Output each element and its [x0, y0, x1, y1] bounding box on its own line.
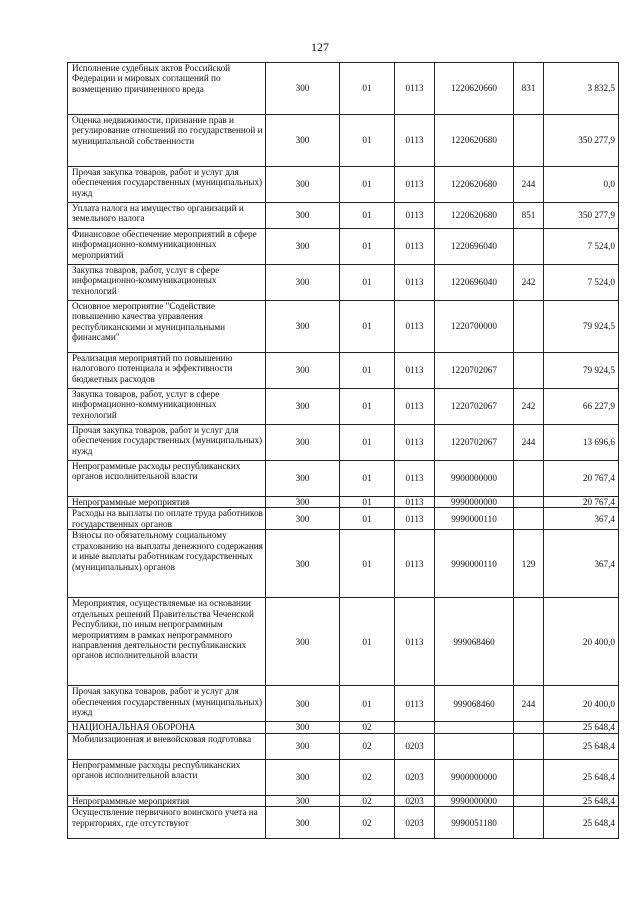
table-cell-section: 01: [340, 389, 395, 425]
table-cell-section: 02: [340, 733, 395, 759]
table-cell-name: Осуществление первичного воинского учета на территориях, где отсутствуют: [68, 807, 266, 839]
table-cell-expense-type: [514, 461, 544, 497]
table-cell-expense-type: [514, 508, 544, 530]
table-cell-expense-type: [514, 353, 544, 389]
table-cell-expense-type: [514, 807, 544, 839]
table-cell-name: Прочая закупка товаров, работ и услуг для обеспечения государственных (муниципальных) нужд: [68, 425, 266, 461]
table-cell-subsection: 0203: [395, 807, 435, 839]
table-row: [68, 461, 619, 497]
table-cell-ministry: 300: [266, 115, 340, 167]
table-row: [68, 508, 619, 530]
page-number: 127: [311, 40, 329, 54]
table-cell-target-code: 9990000110: [435, 530, 514, 598]
table-cell-subsection: 0113: [395, 530, 435, 598]
table-cell-amount: 20 400,0: [544, 598, 619, 686]
table-cell-expense-type: [514, 795, 544, 806]
table-cell-expense-type: 244: [514, 425, 544, 461]
table-cell-ministry: 300: [266, 508, 340, 530]
table-row: [68, 63, 619, 115]
budget-table: [67, 62, 619, 839]
table-cell-amount: 79 924,5: [544, 301, 619, 353]
table-cell-ministry: 300: [266, 63, 340, 115]
table-cell-amount: 25 648,4: [544, 733, 619, 759]
table-cell-subsection: 0113: [395, 63, 435, 115]
table-cell-ministry: 300: [266, 759, 340, 795]
table-cell-ministry: 300: [266, 795, 340, 806]
table-row: [68, 795, 619, 806]
table-row: [68, 425, 619, 461]
table-row: [68, 265, 619, 301]
table-cell-name: Прочая закупка товаров, работ и услуг для обеспечения государственных (муниципальных) нужд: [68, 167, 266, 203]
table-cell-expense-type: 244: [514, 167, 544, 203]
table-cell-target-code: [435, 733, 514, 759]
table-cell-ministry: 300: [266, 530, 340, 598]
table-cell-subsection: 0113: [395, 265, 435, 301]
table-cell-name: Непрограммные мероприятия: [68, 497, 266, 508]
table-cell-expense-type: 242: [514, 389, 544, 425]
table-cell-subsection: 0113: [395, 229, 435, 265]
table-cell-ministry: 300: [266, 229, 340, 265]
table-cell-name: Реализация мероприятий по повышению налогового потенциала и эффективности бюджетных расходов: [68, 353, 266, 389]
table-cell-amount: 0,0: [544, 167, 619, 203]
table-cell-name: Закупка товаров, работ, услуг в сфере информационно-коммуникационных технологий: [68, 265, 266, 301]
table-cell-target-code: 9900000000: [435, 759, 514, 795]
table-cell-subsection: 0113: [395, 508, 435, 530]
table-cell-section: 01: [340, 353, 395, 389]
table-cell-target-code: 9990000000: [435, 795, 514, 806]
table-row: [68, 733, 619, 759]
table-row: [68, 686, 619, 722]
table-cell-target-code: 1220702067: [435, 425, 514, 461]
table-cell-target-code: 1220702067: [435, 353, 514, 389]
table-cell-section: 01: [340, 425, 395, 461]
table-cell-ministry: 300: [266, 301, 340, 353]
table-cell-subsection: 0203: [395, 795, 435, 806]
table-cell-section: 01: [340, 497, 395, 508]
table-cell-section: 01: [340, 203, 395, 229]
table-cell-name: Основное мероприятие "Содействие повышению качества управления республиканскими и муниципальными финансами": [68, 301, 266, 353]
table-cell-subsection: 0113: [395, 353, 435, 389]
table-cell-name: Непрограммные мероприятия: [68, 795, 266, 806]
table-cell-amount: 13 696,6: [544, 425, 619, 461]
table-cell-name: Непрограммные расходы республиканских органов исполнительной власти: [68, 461, 266, 497]
table-cell-amount: 350 277,9: [544, 115, 619, 167]
table-row: [68, 167, 619, 203]
table-row: [68, 497, 619, 508]
table-row: [68, 301, 619, 353]
table-cell-subsection: 0113: [395, 461, 435, 497]
table-row: [68, 229, 619, 265]
table-cell-section: 01: [340, 115, 395, 167]
table-row: [68, 530, 619, 598]
table-cell-subsection: 0113: [395, 425, 435, 461]
table-row: [68, 807, 619, 839]
table-cell-amount: 7 524,0: [544, 265, 619, 301]
table-cell-expense-type: 244: [514, 686, 544, 722]
table-cell-name: Исполнение судебных актов Российской Федерации и мировых соглашений по возмещению причиненного вреда: [68, 63, 266, 115]
table-cell-expense-type: 851: [514, 203, 544, 229]
table-cell-target-code: 999068460: [435, 686, 514, 722]
table-cell-subsection: 0113: [395, 301, 435, 353]
table-cell-expense-type: [514, 722, 544, 733]
table-cell-subsection: 0113: [395, 203, 435, 229]
table-cell-expense-type: [514, 759, 544, 795]
table-cell-section: 01: [340, 530, 395, 598]
table-cell-ministry: 300: [266, 353, 340, 389]
table-cell-section: 01: [340, 508, 395, 530]
table-cell-amount: 350 277,9: [544, 203, 619, 229]
table-cell-section: 02: [340, 807, 395, 839]
table-cell-subsection: 0113: [395, 497, 435, 508]
table-cell-name: Мероприятия, осуществляемые на основании отдельных решений Правительства Чеченской Республики, по иным непрограммным мероприятиям в рамках непрограммного направления деятельности республиканских органов исполнительной власти: [68, 598, 266, 686]
table-cell-expense-type: 129: [514, 530, 544, 598]
table-cell-expense-type: [514, 598, 544, 686]
table-cell-section: 01: [340, 598, 395, 686]
table-cell-section: 02: [340, 759, 395, 795]
table-cell-ministry: 300: [266, 265, 340, 301]
table-cell-name: Взносы по обязательному социальному страхованию на выплаты денежного содержания и иные выплаты работникам государственных (муниципальных) органов: [68, 530, 266, 598]
table-cell-target-code: 1220620680: [435, 203, 514, 229]
table-cell-subsection: 0203: [395, 733, 435, 759]
table-cell-expense-type: [514, 301, 544, 353]
table-cell-amount: 25 648,4: [544, 807, 619, 839]
table-cell-section: 01: [340, 686, 395, 722]
table-cell-target-code: 1220620660: [435, 63, 514, 115]
table-row: [68, 203, 619, 229]
table-cell-subsection: 0113: [395, 167, 435, 203]
table-cell-amount: 7 524,0: [544, 229, 619, 265]
table-cell-ministry: 300: [266, 167, 340, 203]
table-cell-section: 01: [340, 63, 395, 115]
table-cell-section: 01: [340, 461, 395, 497]
table-row: [68, 598, 619, 686]
table-row: [68, 353, 619, 389]
table-cell-name: Закупка товаров, работ, услуг в сфере информационно-коммуникационных технологий: [68, 389, 266, 425]
table-cell-ministry: 300: [266, 203, 340, 229]
table-cell-target-code: 9900000000: [435, 461, 514, 497]
table-cell-amount: 25 648,4: [544, 795, 619, 806]
table-cell-ministry: 300: [266, 807, 340, 839]
table-cell-name: НАЦИОНАЛЬНАЯ ОБОРОНА: [68, 722, 266, 733]
table-row: [68, 115, 619, 167]
table-cell-amount: 20 400,0: [544, 686, 619, 722]
table-cell-ministry: 300: [266, 461, 340, 497]
table-cell-subsection: 0113: [395, 115, 435, 167]
table-cell-target-code: 1220696040: [435, 229, 514, 265]
table-cell-target-code: 1220700000: [435, 301, 514, 353]
table-cell-amount: 3 832,5: [544, 63, 619, 115]
table-cell-amount: 79 924,5: [544, 353, 619, 389]
table-cell-name: Расходы на выплаты по оплате труда работников государственных органов: [68, 508, 266, 530]
table-cell-subsection: 0203: [395, 759, 435, 795]
table-cell-expense-type: [514, 497, 544, 508]
budget-table-body: [68, 63, 619, 839]
table-cell-target-code: 1220702067: [435, 389, 514, 425]
table-cell-amount: 367,4: [544, 508, 619, 530]
table-cell-amount: 25 648,4: [544, 722, 619, 733]
table-cell-name: Оценка недвижимости, признание прав и регулирование отношений по государственной и муниципальной собственности: [68, 115, 266, 167]
table-cell-section: 01: [340, 167, 395, 203]
table-cell-target-code: 9990000110: [435, 508, 514, 530]
table-cell-target-code: 1220696040: [435, 265, 514, 301]
table-cell-amount: 20 767,4: [544, 461, 619, 497]
table-cell-expense-type: [514, 115, 544, 167]
table-cell-section: 01: [340, 301, 395, 353]
table-cell-expense-type: 242: [514, 265, 544, 301]
table-cell-expense-type: [514, 733, 544, 759]
table-cell-amount: 25 648,4: [544, 759, 619, 795]
table-cell-target-code: 9990051180: [435, 807, 514, 839]
table-cell-section: 01: [340, 265, 395, 301]
table-cell-name: Финансовое обеспечение мероприятий в сфере информационно-коммуникационных мероприятий: [68, 229, 266, 265]
table-cell-ministry: 300: [266, 722, 340, 733]
table-cell-expense-type: [514, 229, 544, 265]
table-row: [68, 389, 619, 425]
table-row: [68, 722, 619, 733]
table-cell-ministry: 300: [266, 497, 340, 508]
table-cell-target-code: 1220620680: [435, 115, 514, 167]
table-cell-amount: 367,4: [544, 530, 619, 598]
table-cell-expense-type: 831: [514, 63, 544, 115]
table-cell-target-code: 999068460: [435, 598, 514, 686]
table-cell-ministry: 300: [266, 389, 340, 425]
table-cell-target-code: 9990000000: [435, 497, 514, 508]
table-cell-ministry: 300: [266, 733, 340, 759]
table-cell-ministry: 300: [266, 425, 340, 461]
table-cell-subsection: 0113: [395, 598, 435, 686]
table-cell-subsection: 0113: [395, 389, 435, 425]
table-cell-name: Уплата налога на имущество организаций и земельного налога: [68, 203, 266, 229]
table-cell-name: Непрограммные расходы республиканских органов исполнительной власти: [68, 759, 266, 795]
table-cell-name: Мобилизационная и вневойсковая подготовка: [68, 733, 266, 759]
table-cell-target-code: [435, 722, 514, 733]
table-cell-ministry: 300: [266, 598, 340, 686]
table-cell-subsection: 0113: [395, 686, 435, 722]
table-cell-target-code: 1220620680: [435, 167, 514, 203]
table-cell-amount: 20 767,4: [544, 497, 619, 508]
table-cell-section: 02: [340, 795, 395, 806]
table-cell-section: 01: [340, 229, 395, 265]
table-cell-name: Прочая закупка товаров, работ и услуг для обеспечения государственных (муниципальных) нужд: [68, 686, 266, 722]
table-cell-ministry: 300: [266, 686, 340, 722]
table-cell-section: 02: [340, 722, 395, 733]
table-cell-amount: 66 227,9: [544, 389, 619, 425]
table-row: [68, 759, 619, 795]
table-cell-subsection: [395, 722, 435, 733]
